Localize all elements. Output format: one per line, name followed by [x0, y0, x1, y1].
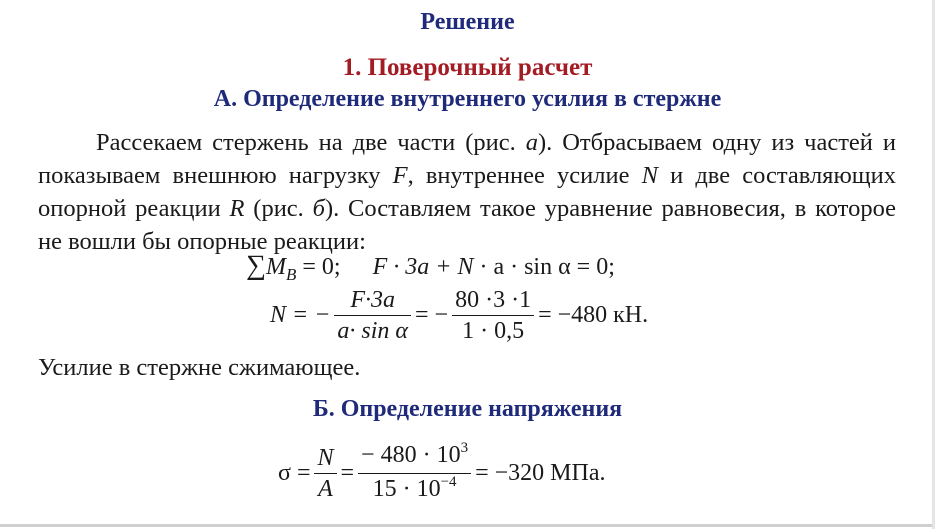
para-text-2: ). Отбрасываем одну из частей и показываем внешнюю нагрузку	[38, 129, 897, 189]
moment-subscript-B: B	[285, 265, 297, 284]
fraction-N: N	[314, 443, 336, 474]
fraction-symbolic	[334, 285, 411, 346]
eq2-lhs: N = −	[270, 302, 331, 328]
para-text-6: ). Составляем такое уравнение равновесия, в которое не вошли бы опорные реакции:	[38, 195, 896, 255]
moment-M: M	[265, 254, 286, 280]
eq1-3a: · 3a +	[387, 254, 458, 280]
fig-b-ref: б	[312, 195, 325, 222]
eq2-result: = −480 кН.	[538, 302, 649, 328]
fraction-A: A	[318, 476, 333, 502]
para-text-1: Рассекаем стержень на две части (рис.	[96, 129, 526, 156]
fraction-stress-denominator	[358, 474, 471, 507]
para-text-4: и две составляющих опорной реакции	[38, 162, 896, 222]
sum-symbol: ∑	[246, 250, 266, 281]
para-text-5: (рис.	[244, 195, 313, 222]
stress-num-base: − 480 · 10	[361, 442, 461, 468]
fraction-stress-values	[358, 440, 471, 507]
fraction-symbolic-denominator: a· sin α	[337, 318, 409, 344]
solution-heading: Решение	[420, 9, 515, 35]
bottom-border	[0, 524, 935, 527]
fraction-numeric-numerator: 80 ·3 ·1	[452, 285, 534, 316]
result-statement: Усилие в стержне сжимающее.	[38, 354, 361, 381]
eq3-equals: =	[340, 460, 355, 486]
eq1-rest: · a · sin α = 0;	[473, 254, 615, 280]
fraction-symbolic-numerator: F·3a	[334, 285, 411, 316]
fraction-N-over-A	[314, 443, 336, 504]
var-N: N	[641, 162, 658, 189]
fraction-numeric	[452, 285, 534, 346]
paragraph	[38, 126, 896, 258]
fig-a-ref: а	[525, 129, 538, 156]
fraction-stress-numerator	[358, 440, 471, 474]
var-R: R	[229, 195, 245, 222]
var-F: F	[392, 162, 408, 189]
stress-den-exp: −4	[440, 474, 457, 490]
eq3-result: = −320 МПа.	[475, 460, 606, 486]
force-equation	[270, 285, 648, 346]
eq3-lhs: σ =	[278, 460, 311, 486]
eq1-F: F	[372, 254, 388, 280]
subsection-b-title: Б. Определение напряжения	[312, 396, 623, 422]
stress-den-base: 15 · 10	[372, 476, 441, 502]
eq1-N: N	[457, 254, 474, 280]
moment-equation	[246, 250, 615, 282]
section-title: 1. Поверочный расчет	[342, 54, 593, 81]
fraction-numeric-denominator: 1 · 0,5	[462, 318, 525, 344]
para-text-3: , внутреннее усилие	[407, 162, 642, 189]
moment-rest: = 0;	[296, 254, 341, 280]
stress-num-exp: 3	[460, 440, 469, 456]
stress-equation	[278, 440, 605, 507]
subsection-a-title: А. Определение внутреннего усилия в стержне	[213, 86, 722, 112]
eq2-mid: = −	[415, 302, 449, 328]
